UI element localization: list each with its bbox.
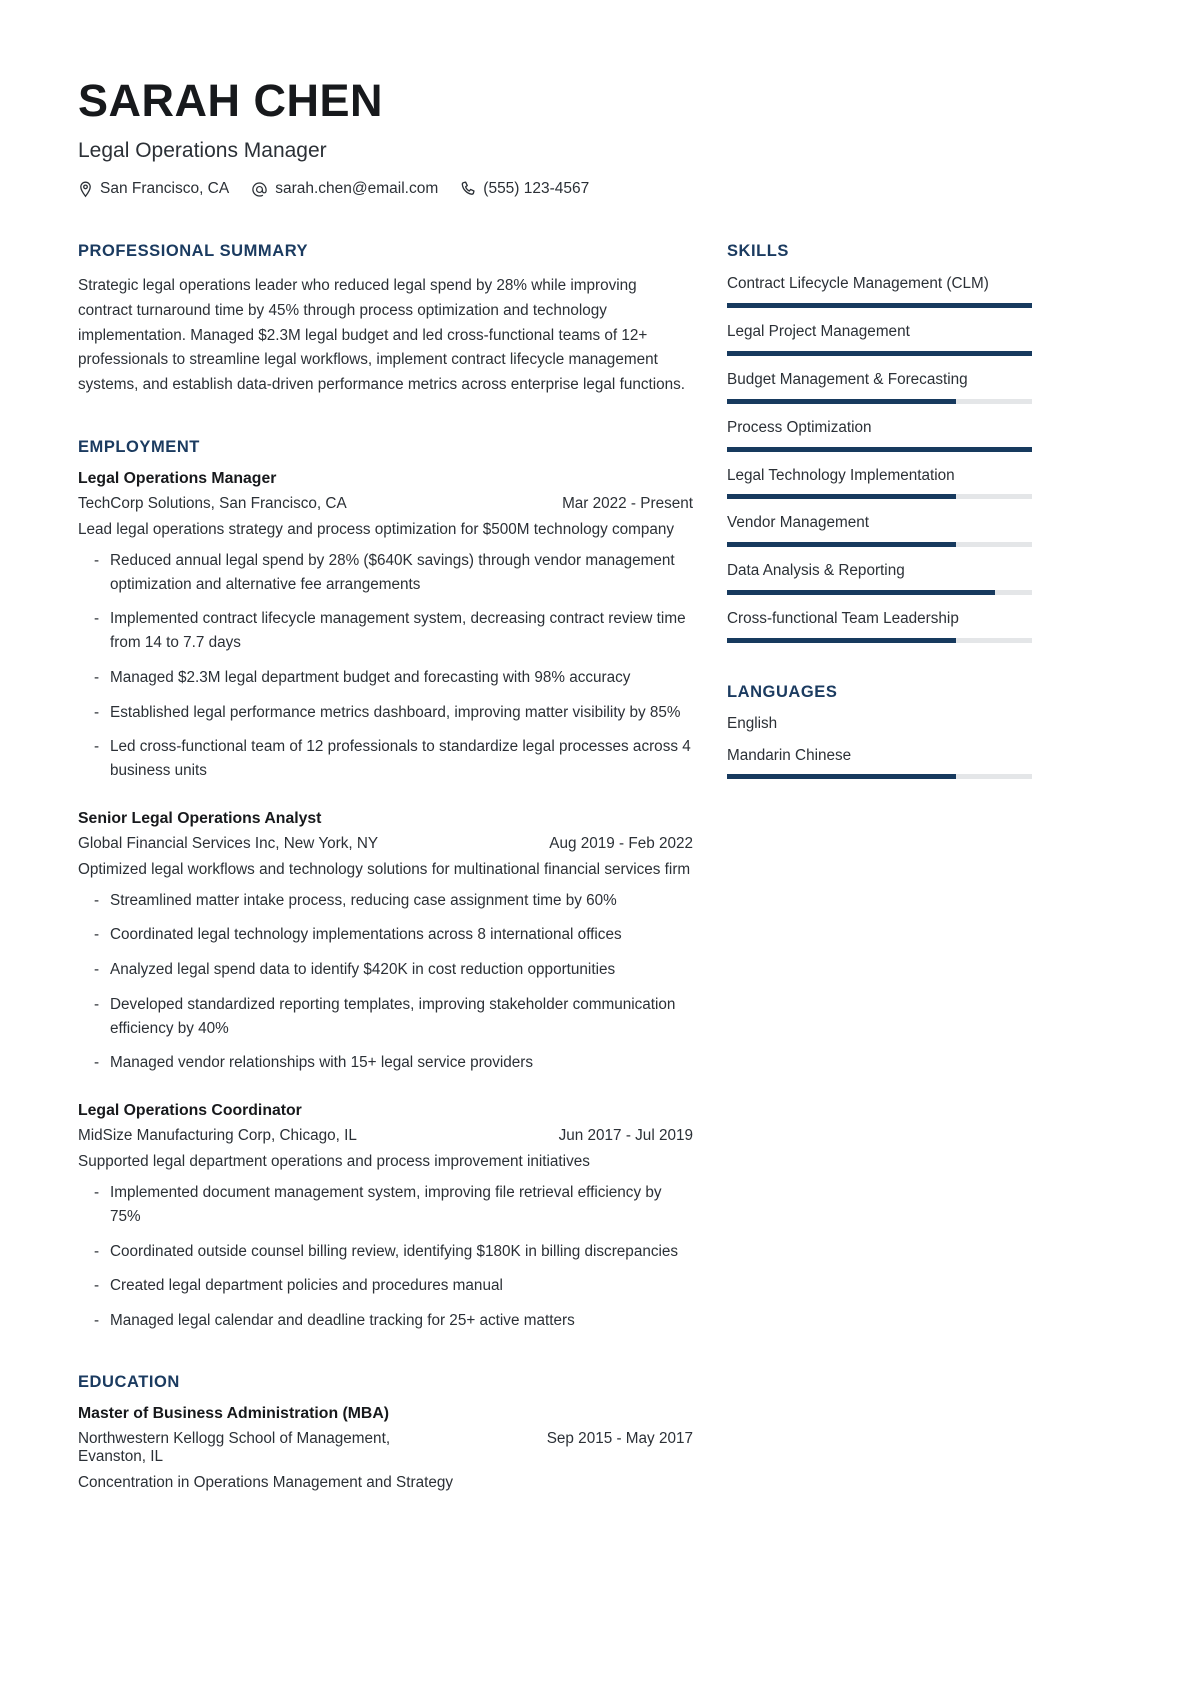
- skill-bar-track: [727, 447, 1032, 452]
- phone-icon: [460, 181, 476, 198]
- job-bullet: [78, 549, 693, 596]
- employment-entry: [78, 1102, 693, 1333]
- job-bullet: [78, 958, 693, 982]
- job-bullet-text: Managed vendor relationships with 15+ legal service providers: [110, 1054, 534, 1072]
- language-label: Mandarin Chinese: [727, 747, 852, 764]
- job-description: Lead legal operations strategy and process optimization for $500M technology company: [78, 520, 675, 538]
- job-bullet-text: Analyzed legal spend data to identify $420K in cost reduction opportunities: [110, 961, 616, 979]
- skill-bar-track: [727, 351, 1032, 356]
- job-meta: [78, 1127, 693, 1145]
- job-bullet: [78, 735, 693, 782]
- job-bullet: [78, 889, 693, 913]
- job-bullet: [78, 1181, 693, 1228]
- job-bullet-text: Reduced annual legal spend by 28% ($640K savings) through vendor management optimization and alternative fee arrangements: [110, 551, 675, 593]
- bullet-dash-icon: -: [94, 1184, 100, 1202]
- bullet-dash-icon: -: [94, 738, 100, 756]
- candidate-name: SARAH CHEN: [78, 75, 384, 126]
- bullet-dash-icon: -: [94, 1054, 100, 1072]
- job-bullet-text: Managed $2.3M legal department budget and forecasting with 98% accuracy: [110, 668, 631, 686]
- job-bullet-text: Coordinated legal technology implementations across 8 international offices: [110, 926, 622, 944]
- education-entry: [78, 1405, 693, 1495]
- job-organization: Global Financial Services Inc, New York, NY: [78, 834, 379, 852]
- bullet-dash-icon: -: [94, 1277, 100, 1295]
- skill-item: [727, 370, 1032, 404]
- bullet-dash-icon: -: [94, 1311, 100, 1329]
- skill-bar-fill: [727, 590, 995, 595]
- skill-label: Data Analysis & Reporting: [727, 562, 905, 580]
- job-meta: [78, 495, 693, 513]
- job-description: Supported legal department operations and process improvement initiatives: [78, 1152, 590, 1170]
- skill-label: Vendor Management: [727, 514, 870, 532]
- section-professional-summary: [78, 242, 693, 398]
- education-school: Northwestern Kellogg School of Management, Evanston, IL: [78, 1429, 391, 1465]
- skill-item: [727, 561, 1032, 595]
- location-pin-icon: [78, 181, 93, 198]
- skill-item: [727, 418, 1032, 452]
- job-description: Optimized legal workflows and technology solutions for multinational financial services firm: [78, 860, 691, 878]
- job-title: Senior Legal Operations Analyst: [78, 809, 322, 827]
- skill-item: [727, 513, 1032, 547]
- language-bar-fill: [727, 774, 956, 779]
- skill-bar-track: [727, 590, 1032, 595]
- job-bullet-text: Streamlined matter intake process, reducing case assignment time by 60%: [110, 891, 617, 909]
- job-bullet: [78, 923, 693, 947]
- section-title-skills: SKILLS: [727, 242, 789, 260]
- skill-label: Legal Technology Implementation: [727, 466, 955, 484]
- job-bullet-text: Established legal performance metrics dashboard, improving matter visibility by 85%: [110, 703, 681, 721]
- job-bullet: [78, 607, 693, 654]
- contact-phone-text: (555) 123-4567: [483, 180, 590, 197]
- section-skills: [727, 242, 1032, 643]
- section-title-education: EDUCATION: [78, 1372, 180, 1391]
- skill-item: [727, 466, 1032, 500]
- job-bullet-text: Implemented document management system, improving file retrieval efficiency by 75%: [110, 1184, 662, 1225]
- summary-text: Strategic legal operations leader who reduced legal spend by 28% while improving contract turnaround time by 45% through process optimization and technology implementation. Managed $2.3M legal budget and led cross-functional teams of 12+ professionals to streamline legal workflows, implement contract lifecycle management systems, and establish data-driven performance metrics across enterprise legal functions.: [78, 277, 686, 394]
- language-bar-track: [727, 774, 1032, 779]
- job-bullet-text: Managed legal calendar and deadline tracking for 25+ active matters: [110, 1311, 575, 1329]
- job-title: Legal Operations Coordinator: [78, 1101, 302, 1119]
- education-dates: Sep 2015 - May 2017: [546, 1429, 693, 1447]
- bullet-dash-icon: -: [94, 551, 100, 569]
- contact-location: [78, 180, 229, 198]
- education-concentration: Concentration in Operations Management and Strategy: [78, 1473, 453, 1491]
- job-bullet-list: [78, 1181, 693, 1333]
- bullet-dash-icon: -: [94, 1242, 100, 1260]
- skill-bar-fill: [727, 542, 956, 547]
- job-bullet-list: [78, 889, 693, 1075]
- bullet-dash-icon: -: [94, 668, 100, 686]
- job-bullet: [78, 1309, 693, 1333]
- skill-label: Contract Lifecycle Management (CLM): [727, 275, 989, 292]
- sidebar-column: [727, 242, 1032, 779]
- job-bullet: [78, 1274, 693, 1298]
- section-employment: [78, 438, 693, 1333]
- job-organization: MidSize Manufacturing Corp, Chicago, IL: [78, 1126, 357, 1144]
- skill-item: [727, 274, 1032, 308]
- job-bullet: [78, 1051, 693, 1075]
- bullet-dash-icon: -: [94, 891, 100, 909]
- language-label: English: [727, 715, 778, 732]
- job-dates: Aug 2019 - Feb 2022: [549, 834, 693, 852]
- skill-label: Cross-functional Team Leadership: [727, 610, 959, 628]
- email-at-icon: [251, 181, 268, 198]
- section-title-languages: LANGUAGES: [727, 683, 838, 701]
- bullet-dash-icon: -: [94, 610, 100, 628]
- job-bullet-list: [78, 549, 693, 783]
- bullet-dash-icon: -: [94, 926, 100, 944]
- skill-bar-fill: [727, 447, 1032, 452]
- skill-bar-fill: [727, 303, 1032, 308]
- skill-bar-fill: [727, 399, 956, 404]
- employment-entry: [78, 470, 693, 783]
- resume-body: [78, 242, 1030, 1494]
- job-meta: [78, 835, 693, 853]
- skill-item: [727, 609, 1032, 643]
- skill-bar-track: [727, 303, 1032, 308]
- skill-label: Process Optimization: [727, 418, 872, 436]
- language-item: [727, 747, 1032, 779]
- education-meta: [78, 1430, 693, 1466]
- skill-label: Legal Project Management: [727, 322, 910, 340]
- section-title-employment: EMPLOYMENT: [78, 437, 200, 456]
- section-title-summary: PROFESSIONAL SUMMARY: [78, 242, 309, 260]
- job-bullet-text: Coordinated outside counsel billing review, identifying $180K in billing discrepancies: [110, 1242, 679, 1260]
- skill-item: [727, 322, 1032, 356]
- candidate-role: Legal Operations Manager: [78, 139, 327, 162]
- job-bullet: [78, 701, 693, 725]
- education-degree: Master of Business Administration (MBA): [78, 1404, 389, 1422]
- bullet-dash-icon: -: [94, 961, 100, 979]
- contact-phone: [460, 180, 589, 198]
- job-bullet-text: Created legal department policies and procedures manual: [110, 1277, 503, 1295]
- employment-entry: [78, 810, 693, 1075]
- job-bullet: [78, 993, 693, 1040]
- job-organization: TechCorp Solutions, San Francisco, CA: [78, 494, 347, 512]
- job-bullet: [78, 1240, 693, 1264]
- main-column: [78, 242, 693, 1494]
- skill-label: Budget Management & Forecasting: [727, 370, 968, 388]
- bullet-dash-icon: -: [94, 703, 100, 721]
- job-bullet-text: Developed standardized reporting templates, improving stakeholder communication efficiency by 40%: [110, 995, 676, 1037]
- skill-bar-track: [727, 494, 1032, 499]
- language-item: [727, 715, 1032, 733]
- job-title: Legal Operations Manager: [78, 469, 277, 487]
- skill-bar-track: [727, 399, 1032, 404]
- job-bullet-text: Led cross-functional team of 12 professionals to standardize legal processes across 4 business units: [110, 738, 691, 779]
- section-languages: [727, 683, 1032, 779]
- job-bullet: [78, 666, 693, 690]
- skill-bar-fill: [727, 351, 1032, 356]
- skill-bar-fill: [727, 638, 956, 643]
- resume-header: [78, 75, 1030, 198]
- job-bullet-text: Implemented contract lifecycle management system, decreasing contract review time from 14 to 7.7 days: [110, 610, 686, 652]
- contact-email: [251, 180, 438, 198]
- job-dates: Mar 2022 - Present: [562, 494, 693, 512]
- skill-bar-fill: [727, 494, 956, 499]
- contact-list: [78, 180, 1030, 198]
- contact-email-text: sarah.chen@email.com: [275, 180, 439, 197]
- skill-bar-track: [727, 638, 1032, 643]
- section-education: [78, 1373, 693, 1495]
- contact-location-text: San Francisco, CA: [100, 180, 230, 197]
- job-dates: Jun 2017 - Jul 2019: [558, 1126, 693, 1144]
- skill-bar-track: [727, 542, 1032, 547]
- bullet-dash-icon: -: [94, 995, 100, 1013]
